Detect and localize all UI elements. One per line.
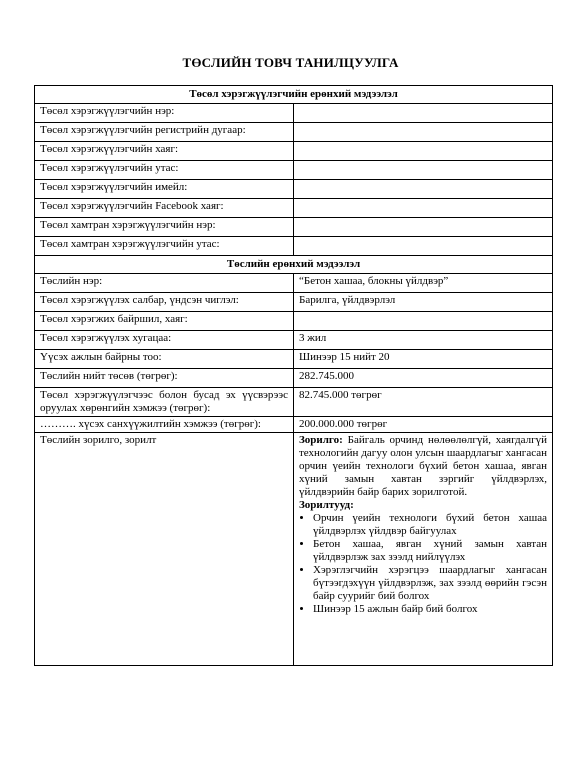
row-value[interactable] xyxy=(294,218,553,237)
table-row xyxy=(35,312,553,331)
table-row xyxy=(35,293,553,312)
row-label: Төсөл хамтран хэрэгжүүлэгчийн утас: xyxy=(35,237,294,256)
row-value[interactable] xyxy=(294,123,553,142)
row-value[interactable]: Шинээр 15 нийт 20 xyxy=(294,350,553,369)
tasks-list xyxy=(299,512,547,616)
row-label: Төсөл хэрэгжүүлэх салбар, үндсэн чиглэл: xyxy=(35,293,294,312)
table-row xyxy=(35,388,553,417)
row-label: Төсөл хэрэгжүүлэгчийн имейл: xyxy=(35,180,294,199)
row-label: Үүсэх ажлын байрны тоо: xyxy=(35,350,294,369)
table-row xyxy=(35,218,553,237)
table-row xyxy=(35,433,553,666)
row-value[interactable] xyxy=(294,312,553,331)
row-value[interactable]: 3 жил xyxy=(294,331,553,350)
row-value[interactable] xyxy=(294,199,553,218)
section1-heading: Төсөл хэрэгжүүлэгчийн ерөнхий мэдээлэл xyxy=(35,86,553,104)
row-label: Төсөл хэрэгжүүлэгчийн хаяг: xyxy=(35,142,294,161)
table-row xyxy=(35,199,553,218)
goal-label: Төслийн зорилго, зорилт xyxy=(35,433,294,666)
section-header xyxy=(35,256,553,274)
goal-paragraph xyxy=(299,434,547,499)
list-item: • Хэрэглэгчийн хэрэгцээ шаардлагыг хангасан бүтээгдэхүүн үйлдвэрлэж, зах зээлд өөрийн гэсэн байр суурийг бий болгох xyxy=(313,564,547,603)
row-label: ………. хүсэх санхүүжилтийн хэмжээ (төгрөг): xyxy=(35,417,294,433)
row-label: Төсөл хэрэгжүүлэгчийн регистрийн дугаар: xyxy=(35,123,294,142)
row-value[interactable] xyxy=(294,142,553,161)
row-value[interactable] xyxy=(294,104,553,123)
row-value[interactable]: 82.745.000 төгрөг xyxy=(294,388,553,417)
row-label: Төсөл хэрэгжүүлэгчийн Facebook хаяг: xyxy=(35,199,294,218)
row-value[interactable] xyxy=(294,161,553,180)
table-row xyxy=(35,142,553,161)
table-row xyxy=(35,104,553,123)
row-value[interactable]: Барилга, үйлдвэрлэл xyxy=(294,293,553,312)
table-row xyxy=(35,417,553,433)
section-header xyxy=(35,86,553,104)
row-label: Төсөл хамтран хэрэгжүүлэгчийн нэр: xyxy=(35,218,294,237)
row-value[interactable]: 200.000.000 төгрөг xyxy=(294,417,553,433)
table-row xyxy=(35,180,553,199)
goal-cell xyxy=(294,433,553,666)
table-row xyxy=(35,331,553,350)
tasks-heading: Зорилтууд: xyxy=(299,499,354,511)
row-label: Төсөл хэрэгжүүлэгчийн утас: xyxy=(35,161,294,180)
row-label: Төслийн нийт төсөв (төгрөг): xyxy=(35,369,294,388)
goal-text: Байгаль орчинд нөлөөлөлгүй, хаягдалгүй технологийн дагуу олон улсын шаардлагыг хангасан орчин үеийн технологи бүхий бетон хашаа, явган хүний замын хавтан зэргийг үйлдвэрлэх, үйлдвэрийн байр барих зорилготой. xyxy=(299,434,547,498)
table-row xyxy=(35,237,553,256)
table-row xyxy=(35,369,553,388)
goal-heading: Зорилго: xyxy=(299,434,343,446)
table-row xyxy=(35,274,553,293)
list-item: • Шинээр 15 ажлын байр бий болгох xyxy=(313,603,547,616)
row-label: Төсөл хэрэгжүүлэх хугацаа: xyxy=(35,331,294,350)
row-label: Төсөл хэрэгжих байршил, хаяг: xyxy=(35,312,294,331)
row-label: Төсөл хэрэгжүүлэгчээс болон бусад эх үүсвэрээс оруулах хөрөнгийн хэмжээ (төгрөг): xyxy=(35,388,294,417)
section2-heading: Төслийн ерөнхий мэдээлэл xyxy=(35,256,553,274)
document-title: ТӨСЛИЙН ТОВЧ ТАНИЛЦУУЛГА xyxy=(182,55,399,70)
table-row xyxy=(35,350,553,369)
project-summary-table xyxy=(34,85,553,666)
row-value[interactable]: “Бетон хашаа, блокны үйлдвэр” xyxy=(294,274,553,293)
row-value[interactable]: 282.745.000 xyxy=(294,369,553,388)
row-label: Төслийн нэр: xyxy=(35,274,294,293)
table-row xyxy=(35,123,553,142)
list-item: • Бетон хашаа, явган хүний замын хавтан үйлдвэрлэж зах зээлд нийлүүлэх xyxy=(313,538,547,564)
list-item: • Орчин үеийн технологи бүхий бетон хашаа үйлдвэрлэх үйлдвэр байгуулах xyxy=(313,512,547,538)
row-label: Төсөл хэрэгжүүлэгчийн нэр: xyxy=(35,104,294,123)
row-value[interactable] xyxy=(294,180,553,199)
table-row xyxy=(35,161,553,180)
row-value[interactable] xyxy=(294,237,553,256)
